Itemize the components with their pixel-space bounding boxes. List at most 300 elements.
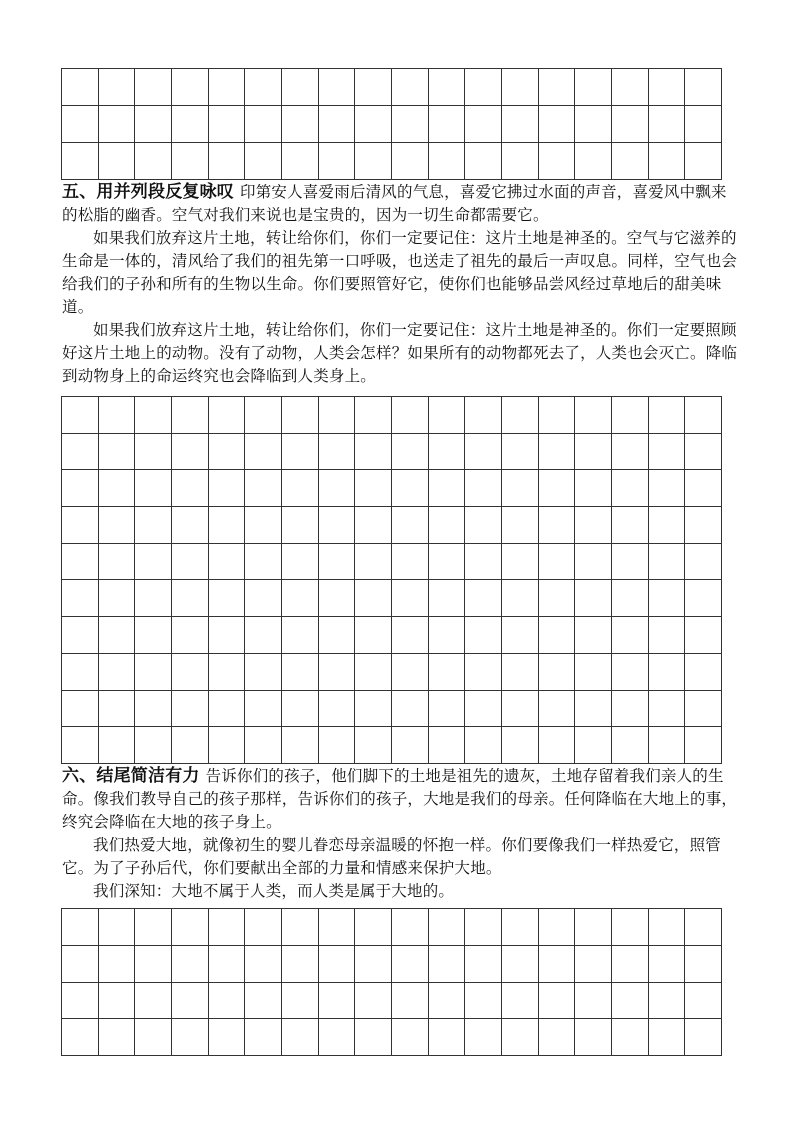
grid-cell[interactable] <box>318 982 355 1019</box>
grid-cell[interactable] <box>62 69 99 106</box>
grid-cell[interactable] <box>245 69 282 106</box>
grid-cell[interactable] <box>208 543 245 580</box>
grid-cell[interactable] <box>318 727 355 764</box>
grid-cell[interactable] <box>575 945 612 982</box>
grid-cell[interactable] <box>318 397 355 434</box>
grid-cell[interactable] <box>62 433 99 470</box>
grid-cell[interactable] <box>685 433 722 470</box>
grid-cell[interactable] <box>575 580 612 617</box>
grid-cell[interactable] <box>648 470 685 507</box>
grid-cell[interactable] <box>685 982 722 1019</box>
grid-cell[interactable] <box>465 617 502 654</box>
grid-cell[interactable] <box>245 617 282 654</box>
grid-cell[interactable] <box>685 580 722 617</box>
grid-cell[interactable] <box>685 397 722 434</box>
grid-cell[interactable] <box>281 397 318 434</box>
grid-cell[interactable] <box>135 470 172 507</box>
grid-cell[interactable] <box>501 433 538 470</box>
grid-cell[interactable] <box>171 143 208 180</box>
grid-cell[interactable] <box>465 507 502 544</box>
grid-cell[interactable] <box>465 580 502 617</box>
grid-cell[interactable] <box>245 653 282 690</box>
grid-cell[interactable] <box>98 690 135 727</box>
grid-cell[interactable] <box>208 945 245 982</box>
grid-cell[interactable] <box>538 69 575 106</box>
grid-cell[interactable] <box>62 945 99 982</box>
grid-cell[interactable] <box>98 1019 135 1056</box>
grid-cell[interactable] <box>648 945 685 982</box>
grid-cell[interactable] <box>171 727 208 764</box>
grid-cell[interactable] <box>355 690 392 727</box>
grid-cell[interactable] <box>318 617 355 654</box>
grid-cell[interactable] <box>98 580 135 617</box>
grid-cell[interactable] <box>98 653 135 690</box>
grid-cell[interactable] <box>318 945 355 982</box>
grid-cell[interactable] <box>245 143 282 180</box>
grid-cell[interactable] <box>538 690 575 727</box>
grid-cell[interactable] <box>465 1019 502 1056</box>
grid-cell[interactable] <box>611 690 648 727</box>
grid-cell[interactable] <box>98 909 135 946</box>
grid-cell[interactable] <box>428 1019 465 1056</box>
grid-cell[interactable] <box>428 909 465 946</box>
grid-cell[interactable] <box>685 106 722 143</box>
grid-cell[interactable] <box>428 617 465 654</box>
grid-cell[interactable] <box>245 470 282 507</box>
grid-cell[interactable] <box>465 433 502 470</box>
grid-cell[interactable] <box>575 397 612 434</box>
grid-cell[interactable] <box>355 470 392 507</box>
grid-cell[interactable] <box>465 982 502 1019</box>
grid-cell[interactable] <box>538 143 575 180</box>
grid-cell[interactable] <box>575 143 612 180</box>
grid-cell[interactable] <box>611 909 648 946</box>
grid-cell[interactable] <box>538 909 575 946</box>
grid-cell[interactable] <box>611 727 648 764</box>
grid-cell[interactable] <box>135 1019 172 1056</box>
grid-cell[interactable] <box>428 982 465 1019</box>
grid-cell[interactable] <box>501 69 538 106</box>
grid-cell[interactable] <box>611 143 648 180</box>
grid-cell[interactable] <box>208 69 245 106</box>
grid-cell[interactable] <box>648 106 685 143</box>
grid-cell[interactable] <box>62 690 99 727</box>
grid-cell[interactable] <box>245 106 282 143</box>
grid-cell[interactable] <box>391 397 428 434</box>
grid-cell[interactable] <box>281 543 318 580</box>
grid-cell[interactable] <box>208 653 245 690</box>
grid-cell[interactable] <box>171 982 208 1019</box>
grid-cell[interactable] <box>281 507 318 544</box>
grid-cell[interactable] <box>648 397 685 434</box>
grid-cell[interactable] <box>428 580 465 617</box>
grid-cell[interactable] <box>611 397 648 434</box>
grid-cell[interactable] <box>538 543 575 580</box>
grid-cell[interactable] <box>281 617 318 654</box>
grid-cell[interactable] <box>208 433 245 470</box>
grid-cell[interactable] <box>391 543 428 580</box>
grid-cell[interactable] <box>208 507 245 544</box>
grid-cell[interactable] <box>501 945 538 982</box>
grid-cell[interactable] <box>318 1019 355 1056</box>
grid-cell[interactable] <box>611 69 648 106</box>
grid-cell[interactable] <box>575 617 612 654</box>
grid-cell[interactable] <box>245 727 282 764</box>
grid-cell[interactable] <box>281 1019 318 1056</box>
grid-cell[interactable] <box>575 727 612 764</box>
grid-cell[interactable] <box>538 470 575 507</box>
grid-cell[interactable] <box>501 909 538 946</box>
grid-cell[interactable] <box>62 543 99 580</box>
grid-cell[interactable] <box>62 617 99 654</box>
grid-cell[interactable] <box>98 543 135 580</box>
grid-cell[interactable] <box>208 982 245 1019</box>
grid-cell[interactable] <box>208 690 245 727</box>
grid-cell[interactable] <box>648 143 685 180</box>
grid-cell[interactable] <box>575 507 612 544</box>
grid-cell[interactable] <box>135 543 172 580</box>
grid-cell[interactable] <box>62 909 99 946</box>
grid-cell[interactable] <box>575 69 612 106</box>
grid-cell[interactable] <box>391 617 428 654</box>
grid-cell[interactable] <box>171 653 208 690</box>
grid-cell[interactable] <box>171 543 208 580</box>
grid-cell[interactable] <box>685 1019 722 1056</box>
grid-cell[interactable] <box>685 909 722 946</box>
grid-cell[interactable] <box>171 470 208 507</box>
grid-cell[interactable] <box>391 727 428 764</box>
grid-cell[interactable] <box>62 1019 99 1056</box>
grid-cell[interactable] <box>391 106 428 143</box>
grid-cell[interactable] <box>245 945 282 982</box>
grid-cell[interactable] <box>501 617 538 654</box>
grid-cell[interactable] <box>171 909 208 946</box>
grid-cell[interactable] <box>648 690 685 727</box>
grid-cell[interactable] <box>208 397 245 434</box>
grid-cell[interactable] <box>611 653 648 690</box>
grid-cell[interactable] <box>281 143 318 180</box>
grid-cell[interactable] <box>98 617 135 654</box>
grid-cell[interactable] <box>428 945 465 982</box>
grid-cell[interactable] <box>281 433 318 470</box>
grid-cell[interactable] <box>135 69 172 106</box>
grid-cell[interactable] <box>685 617 722 654</box>
grid-cell[interactable] <box>538 397 575 434</box>
grid-cell[interactable] <box>685 653 722 690</box>
grid-cell[interactable] <box>208 143 245 180</box>
grid-cell[interactable] <box>98 945 135 982</box>
grid-cell[interactable] <box>355 982 392 1019</box>
grid-cell[interactable] <box>428 507 465 544</box>
grid-cell[interactable] <box>391 470 428 507</box>
grid-cell[interactable] <box>245 1019 282 1056</box>
grid-cell[interactable] <box>428 470 465 507</box>
grid-cell[interactable] <box>208 617 245 654</box>
grid-cell[interactable] <box>575 653 612 690</box>
grid-cell[interactable] <box>135 397 172 434</box>
grid-cell[interactable] <box>611 945 648 982</box>
grid-cell[interactable] <box>501 580 538 617</box>
grid-cell[interactable] <box>245 507 282 544</box>
grid-cell[interactable] <box>465 945 502 982</box>
grid-cell[interactable] <box>281 945 318 982</box>
grid-cell[interactable] <box>685 507 722 544</box>
grid-cell[interactable] <box>538 507 575 544</box>
grid-cell[interactable] <box>355 507 392 544</box>
grid-cell[interactable] <box>465 397 502 434</box>
grid-cell[interactable] <box>171 507 208 544</box>
grid-cell[interactable] <box>171 945 208 982</box>
grid-cell[interactable] <box>281 106 318 143</box>
grid-cell[interactable] <box>245 397 282 434</box>
grid-cell[interactable] <box>391 69 428 106</box>
grid-cell[interactable] <box>465 909 502 946</box>
grid-cell[interactable] <box>98 433 135 470</box>
grid-cell[interactable] <box>355 543 392 580</box>
grid-cell[interactable] <box>391 1019 428 1056</box>
grid-cell[interactable] <box>648 1019 685 1056</box>
grid-cell[interactable] <box>685 690 722 727</box>
grid-cell[interactable] <box>391 580 428 617</box>
grid-cell[interactable] <box>501 106 538 143</box>
grid-cell[interactable] <box>318 507 355 544</box>
grid-cell[interactable] <box>501 543 538 580</box>
grid-cell[interactable] <box>428 143 465 180</box>
grid-cell[interactable] <box>611 580 648 617</box>
grid-cell[interactable] <box>281 982 318 1019</box>
grid-cell[interactable] <box>465 143 502 180</box>
grid-cell[interactable] <box>685 470 722 507</box>
grid-cell[interactable] <box>318 653 355 690</box>
grid-cell[interactable] <box>575 1019 612 1056</box>
grid-cell[interactable] <box>355 617 392 654</box>
grid-cell[interactable] <box>135 507 172 544</box>
grid-cell[interactable] <box>171 1019 208 1056</box>
grid-cell[interactable] <box>428 653 465 690</box>
grid-cell[interactable] <box>98 69 135 106</box>
grid-cell[interactable] <box>171 69 208 106</box>
grid-cell[interactable] <box>62 653 99 690</box>
grid-cell[interactable] <box>391 909 428 946</box>
grid-cell[interactable] <box>391 433 428 470</box>
grid-cell[interactable] <box>538 433 575 470</box>
grid-cell[interactable] <box>355 397 392 434</box>
grid-cell[interactable] <box>575 470 612 507</box>
grid-cell[interactable] <box>135 982 172 1019</box>
grid-cell[interactable] <box>501 507 538 544</box>
grid-cell[interactable] <box>611 543 648 580</box>
grid-cell[interactable] <box>355 727 392 764</box>
grid-cell[interactable] <box>98 507 135 544</box>
grid-cell[interactable] <box>685 945 722 982</box>
grid-cell[interactable] <box>318 543 355 580</box>
grid-cell[interactable] <box>135 727 172 764</box>
grid-cell[interactable] <box>62 106 99 143</box>
grid-cell[interactable] <box>135 617 172 654</box>
grid-cell[interactable] <box>611 1019 648 1056</box>
grid-cell[interactable] <box>465 727 502 764</box>
grid-cell[interactable] <box>98 106 135 143</box>
grid-cell[interactable] <box>318 580 355 617</box>
grid-cell[interactable] <box>391 945 428 982</box>
grid-cell[interactable] <box>245 433 282 470</box>
grid-cell[interactable] <box>281 653 318 690</box>
grid-cell[interactable] <box>355 945 392 982</box>
grid-cell[interactable] <box>171 433 208 470</box>
grid-cell[interactable] <box>245 580 282 617</box>
grid-cell[interactable] <box>318 143 355 180</box>
grid-cell[interactable] <box>208 909 245 946</box>
grid-cell[interactable] <box>648 69 685 106</box>
grid-cell[interactable] <box>685 543 722 580</box>
grid-cell[interactable] <box>135 433 172 470</box>
grid-cell[interactable] <box>575 543 612 580</box>
grid-cell[interactable] <box>611 617 648 654</box>
grid-cell[interactable] <box>685 69 722 106</box>
grid-cell[interactable] <box>575 690 612 727</box>
grid-cell[interactable] <box>355 69 392 106</box>
grid-cell[interactable] <box>428 690 465 727</box>
grid-cell[interactable] <box>648 982 685 1019</box>
grid-cell[interactable] <box>648 617 685 654</box>
grid-cell[interactable] <box>98 727 135 764</box>
grid-cell[interactable] <box>428 397 465 434</box>
grid-cell[interactable] <box>245 982 282 1019</box>
grid-cell[interactable] <box>391 690 428 727</box>
grid-cell[interactable] <box>98 143 135 180</box>
grid-cell[interactable] <box>465 653 502 690</box>
grid-cell[interactable] <box>391 143 428 180</box>
grid-cell[interactable] <box>428 106 465 143</box>
grid-cell[interactable] <box>318 69 355 106</box>
grid-cell[interactable] <box>355 653 392 690</box>
grid-cell[interactable] <box>648 543 685 580</box>
grid-cell[interactable] <box>685 143 722 180</box>
grid-cell[interactable] <box>355 1019 392 1056</box>
grid-cell[interactable] <box>648 653 685 690</box>
grid-cell[interactable] <box>318 470 355 507</box>
grid-cell[interactable] <box>355 909 392 946</box>
grid-cell[interactable] <box>465 543 502 580</box>
grid-cell[interactable] <box>281 727 318 764</box>
grid-cell[interactable] <box>355 106 392 143</box>
grid-cell[interactable] <box>62 143 99 180</box>
grid-cell[interactable] <box>391 507 428 544</box>
grid-cell[interactable] <box>538 617 575 654</box>
grid-cell[interactable] <box>245 543 282 580</box>
grid-cell[interactable] <box>538 982 575 1019</box>
grid-cell[interactable] <box>538 945 575 982</box>
grid-cell[interactable] <box>465 69 502 106</box>
grid-cell[interactable] <box>611 507 648 544</box>
grid-cell[interactable] <box>428 433 465 470</box>
grid-cell[interactable] <box>135 690 172 727</box>
grid-cell[interactable] <box>208 727 245 764</box>
grid-cell[interactable] <box>135 106 172 143</box>
grid-cell[interactable] <box>281 909 318 946</box>
grid-cell[interactable] <box>281 690 318 727</box>
grid-cell[interactable] <box>98 397 135 434</box>
grid-cell[interactable] <box>245 690 282 727</box>
grid-cell[interactable] <box>428 727 465 764</box>
grid-cell[interactable] <box>575 433 612 470</box>
grid-cell[interactable] <box>501 690 538 727</box>
grid-cell[interactable] <box>208 470 245 507</box>
grid-cell[interactable] <box>465 106 502 143</box>
grid-cell[interactable] <box>648 433 685 470</box>
grid-cell[interactable] <box>318 690 355 727</box>
grid-cell[interactable] <box>318 433 355 470</box>
grid-cell[interactable] <box>428 543 465 580</box>
grid-cell[interactable] <box>62 727 99 764</box>
grid-cell[interactable] <box>501 982 538 1019</box>
grid-cell[interactable] <box>538 580 575 617</box>
grid-cell[interactable] <box>501 653 538 690</box>
grid-cell[interactable] <box>98 470 135 507</box>
grid-cell[interactable] <box>318 106 355 143</box>
grid-cell[interactable] <box>208 580 245 617</box>
grid-cell[interactable] <box>575 106 612 143</box>
grid-cell[interactable] <box>62 982 99 1019</box>
grid-cell[interactable] <box>501 727 538 764</box>
grid-cell[interactable] <box>501 470 538 507</box>
grid-cell[interactable] <box>62 580 99 617</box>
grid-cell[interactable] <box>171 106 208 143</box>
grid-cell[interactable] <box>135 653 172 690</box>
grid-cell[interactable] <box>135 945 172 982</box>
grid-cell[interactable] <box>538 1019 575 1056</box>
grid-cell[interactable] <box>611 433 648 470</box>
grid-cell[interactable] <box>208 1019 245 1056</box>
grid-cell[interactable] <box>355 580 392 617</box>
grid-cell[interactable] <box>538 106 575 143</box>
grid-cell[interactable] <box>538 653 575 690</box>
grid-cell[interactable] <box>648 909 685 946</box>
grid-cell[interactable] <box>355 433 392 470</box>
grid-cell[interactable] <box>171 580 208 617</box>
grid-cell[interactable] <box>685 727 722 764</box>
grid-cell[interactable] <box>611 106 648 143</box>
grid-cell[interactable] <box>171 397 208 434</box>
grid-cell[interactable] <box>135 580 172 617</box>
grid-cell[interactable] <box>575 982 612 1019</box>
grid-cell[interactable] <box>98 982 135 1019</box>
grid-cell[interactable] <box>648 580 685 617</box>
grid-cell[interactable] <box>501 397 538 434</box>
grid-cell[interactable] <box>575 909 612 946</box>
grid-cell[interactable] <box>611 470 648 507</box>
grid-cell[interactable] <box>465 470 502 507</box>
grid-cell[interactable] <box>318 909 355 946</box>
grid-cell[interactable] <box>281 580 318 617</box>
grid-cell[interactable] <box>538 727 575 764</box>
grid-cell[interactable] <box>62 470 99 507</box>
grid-cell[interactable] <box>611 982 648 1019</box>
grid-cell[interactable] <box>208 106 245 143</box>
grid-cell[interactable] <box>501 143 538 180</box>
grid-cell[interactable] <box>135 909 172 946</box>
grid-cell[interactable] <box>648 727 685 764</box>
grid-cell[interactable] <box>281 470 318 507</box>
grid-cell[interactable] <box>245 909 282 946</box>
grid-cell[interactable] <box>62 397 99 434</box>
grid-cell[interactable] <box>465 690 502 727</box>
grid-cell[interactable] <box>135 143 172 180</box>
grid-cell[interactable] <box>391 982 428 1019</box>
grid-cell[interactable] <box>171 617 208 654</box>
grid-cell[interactable] <box>391 653 428 690</box>
grid-cell[interactable] <box>648 507 685 544</box>
